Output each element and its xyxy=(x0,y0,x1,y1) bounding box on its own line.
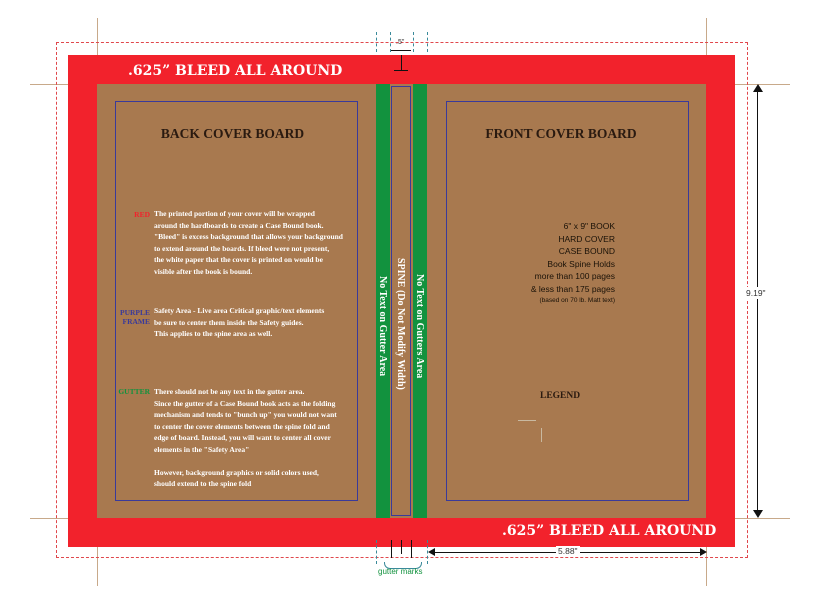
height-arrow-bottom xyxy=(753,510,763,518)
bleed-label-bottom: .625” BLEED ALL AROUND xyxy=(502,523,717,539)
legend-label: LEGEND xyxy=(540,391,581,401)
spec-line: HARD COVER xyxy=(558,233,615,244)
gutter-marks-label: gutter marks xyxy=(378,567,423,576)
gutter-mark xyxy=(413,32,414,52)
width-dimension-label: 5.88" xyxy=(558,546,578,556)
bleed-label-top: .625” BLEED ALL AROUND xyxy=(128,63,343,79)
gutter-mark-tick xyxy=(391,540,392,558)
note-safety-area: Safety Area - Live area Critical graphic/text elements be sure to center them inside the Safety guides. This applies to the spine area as well. xyxy=(154,306,325,338)
spec-line: CASE BOUND xyxy=(558,246,615,256)
legend-mark xyxy=(518,420,536,421)
spine-width-label: .5" xyxy=(396,39,405,46)
gutter-left-label: No Text on Gutter Area xyxy=(377,276,388,377)
width-arrow-right xyxy=(700,548,707,556)
note-gutter: There should not be any text in the gutter area. Since the gutter of a Case Bound book acts as the folding mechanism and tends to "bunch up" you would not want to center the cover elements between the spine fold and edge of board. Instead, you will want to center all cover elements in the "Safety Area" However, background graphics or solid colors used, should extend to the spine fold xyxy=(154,387,337,488)
legend-key-red: RED xyxy=(134,210,150,219)
spine-width-tick xyxy=(401,55,402,71)
spec-line: Book Spine Holds xyxy=(547,258,615,269)
front-cover-title: FRONT COVER BOARD xyxy=(485,126,637,141)
legend-key-gutter: GUTTER xyxy=(118,387,150,396)
gutter-mark xyxy=(427,540,428,564)
spine-width-base xyxy=(394,70,408,71)
gutter-mark-tick xyxy=(401,540,402,554)
note-bleed: The printed portion of your cover will be wrapped around the hardboards to create a Case Bound book. "Bleed" is excess background that allows your background to extend around the boards. If bleed were not present, the white paper that the cover is printed on would be visible after the book is bound. xyxy=(154,209,343,276)
spec-note: (based on 70 lb. Matt text) xyxy=(539,297,615,304)
legend-key-purple-frame: PURPLE FRAME xyxy=(120,308,150,326)
gutter-mark-tick xyxy=(411,540,412,558)
back-cover-title: BACK COVER BOARD xyxy=(160,126,305,141)
spec-line: & less than 175 pages xyxy=(530,283,615,294)
gutter-mark xyxy=(376,540,377,564)
book-spec xyxy=(500,220,615,308)
height-dimension-label: 9.19" xyxy=(746,288,766,298)
spec-line: 6" x 9" BOOK xyxy=(563,221,615,231)
width-arrow-left xyxy=(428,548,435,556)
height-arrow-top xyxy=(753,84,763,92)
gutter-mark xyxy=(390,32,391,52)
gutter-mark xyxy=(427,32,428,52)
gutter-mark xyxy=(376,32,377,52)
spine-width-line xyxy=(391,50,411,51)
spine-label: SPINE (Do Not Modify Width) xyxy=(395,258,406,390)
gutter-right-label: No Text on Gutters Area xyxy=(414,274,425,379)
legend-mark-tick xyxy=(541,428,542,442)
height-dimension-line xyxy=(757,88,758,514)
spec-line: more than 100 pages xyxy=(534,271,615,281)
